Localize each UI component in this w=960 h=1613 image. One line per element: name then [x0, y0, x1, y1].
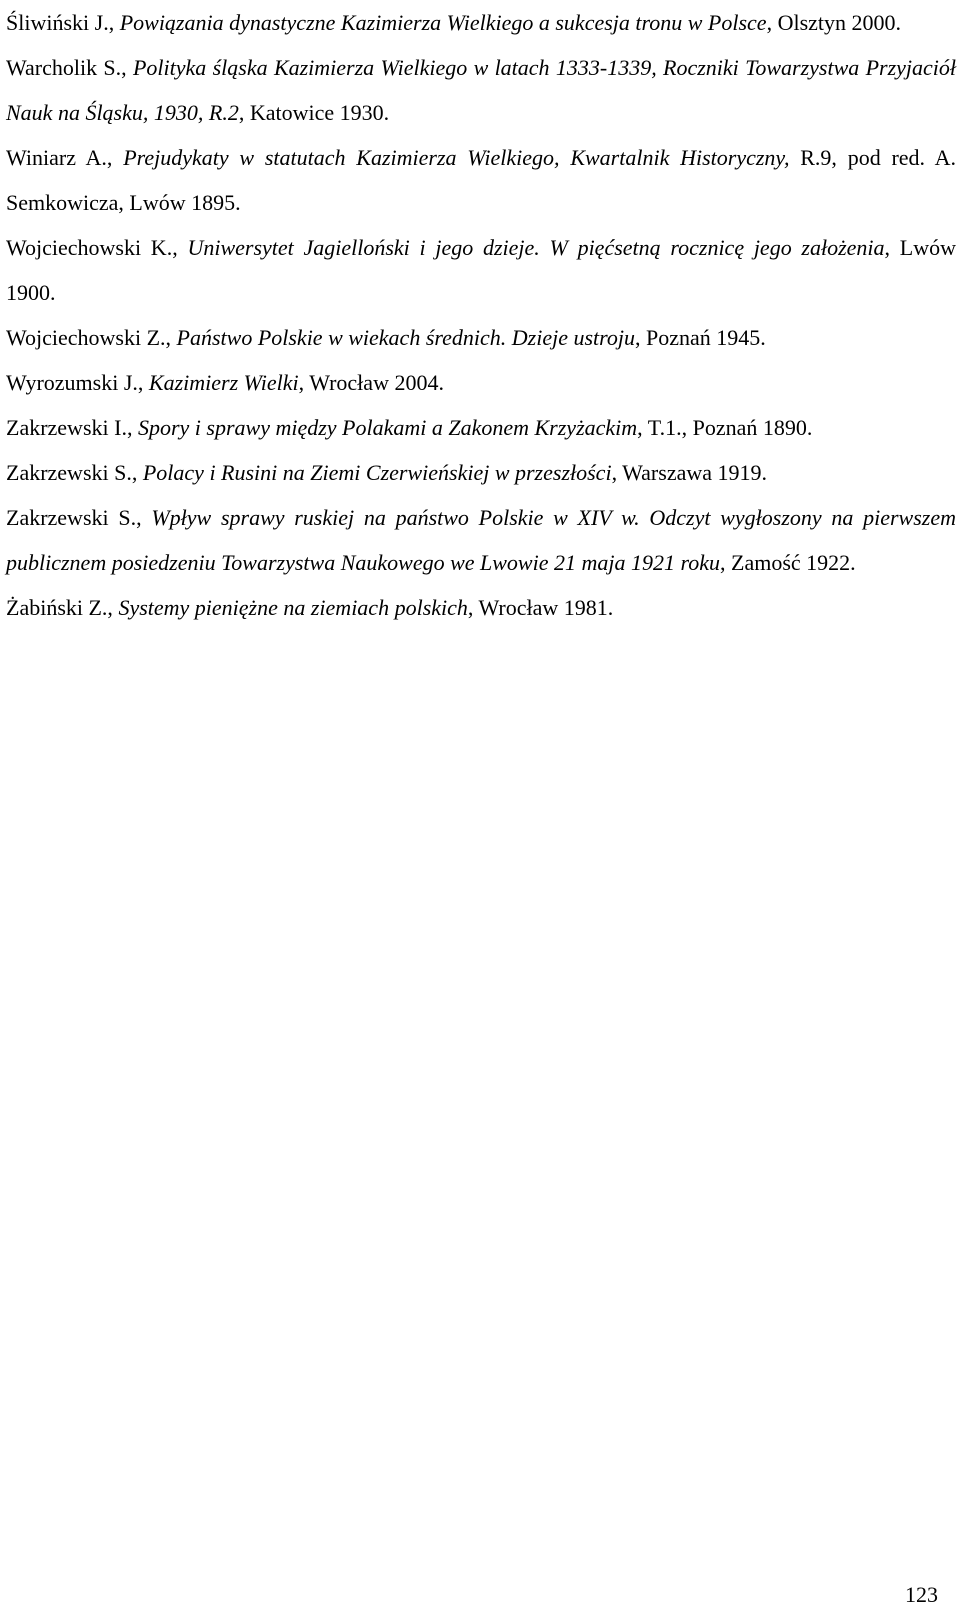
entry-author: Winiarz A.,: [6, 145, 124, 170]
bibliography-list: [6, 0, 956, 630]
entry-title: Spory i sprawy między Polakami a Zakonem Krzyżackim: [137, 415, 638, 440]
entry-author: Żabiński Z.,: [6, 595, 119, 620]
entry-title: Uniwersytet Jagielloński i jego dzieje. W pięćsetną rocznicę jego założenia: [187, 235, 885, 260]
entry-title: Systemy pieniężne na ziemiach polskich: [118, 595, 468, 620]
bibliography-entry: [6, 0, 956, 45]
entry-author: Zakrzewski S.,: [6, 505, 152, 530]
bibliography-entry: [6, 405, 956, 450]
entry-publication: , Katowice 1930.: [238, 100, 390, 125]
entry-publication: R.9, pod red. A. Semkowicza, Lwów 1895.: [6, 145, 956, 215]
page-number: 123: [905, 1582, 938, 1607]
entry-title: Państwo Polskie w wiekach średnich. Dzieje ustroju: [176, 325, 636, 350]
bibliography-entry: [6, 225, 956, 315]
bibliography-entry: [6, 315, 956, 360]
bibliography-entry: [6, 450, 956, 495]
entry-publication: , Wrocław 2004.: [298, 370, 444, 395]
entry-title: Wpływ sprawy ruskiej na państwo Polskie w XIV w. Odczyt wygłoszony na pierwszem publicznem posiedzeniu Towarzystwa Naukowego we Lwowie 21 maja 1921 roku: [6, 505, 956, 575]
entry-publication: , Warszawa 1919.: [611, 460, 768, 485]
bibliography-entry: [6, 45, 956, 135]
bibliography-entry: [6, 360, 956, 405]
entry-publication: , Zamość 1922.: [720, 550, 856, 575]
entry-publication: , Poznań 1945.: [635, 325, 766, 350]
entry-title: Prejudykaty w statutach Kazimierza Wielkiego, Kwartalnik Historyczny,: [123, 145, 801, 170]
entry-title: Kazimierz Wielki: [148, 370, 299, 395]
entry-publication: , Wrocław 1981.: [467, 595, 614, 620]
entry-publication: , Lwów 1900.: [6, 235, 956, 305]
entry-author: Śliwiński J.,: [6, 10, 120, 35]
bibliography-entry: [6, 585, 956, 630]
bibliography-entry: [6, 135, 956, 225]
entry-title: Polityka śląska Kazimierza Wielkiego w latach 1333-1339, Roczniki Towarzystwa Przyjaciół Nauk na Śląsku, 1930, R.2: [6, 55, 956, 125]
entry-publication: , T.1., Poznań 1890.: [637, 415, 813, 440]
bibliography-entry: [6, 495, 956, 585]
entry-author: Zakrzewski I.,: [6, 415, 138, 440]
entry-author: Wyrozumski J.,: [6, 370, 149, 395]
entry-author: Zakrzewski S.,: [6, 460, 143, 485]
entry-publication: , Olsztyn 2000.: [766, 10, 902, 35]
entry-author: Wojciechowski K.,: [6, 235, 188, 260]
entry-title: Powiązania dynastyczne Kazimierza Wielkiego a sukcesja tronu w Polsce: [119, 10, 767, 35]
entry-author: Warcholik S.,: [6, 55, 133, 80]
entry-title: Polacy i Rusini na Ziemi Czerwieńskiej w przeszłości: [142, 460, 612, 485]
entry-author: Wojciechowski Z.,: [6, 325, 177, 350]
